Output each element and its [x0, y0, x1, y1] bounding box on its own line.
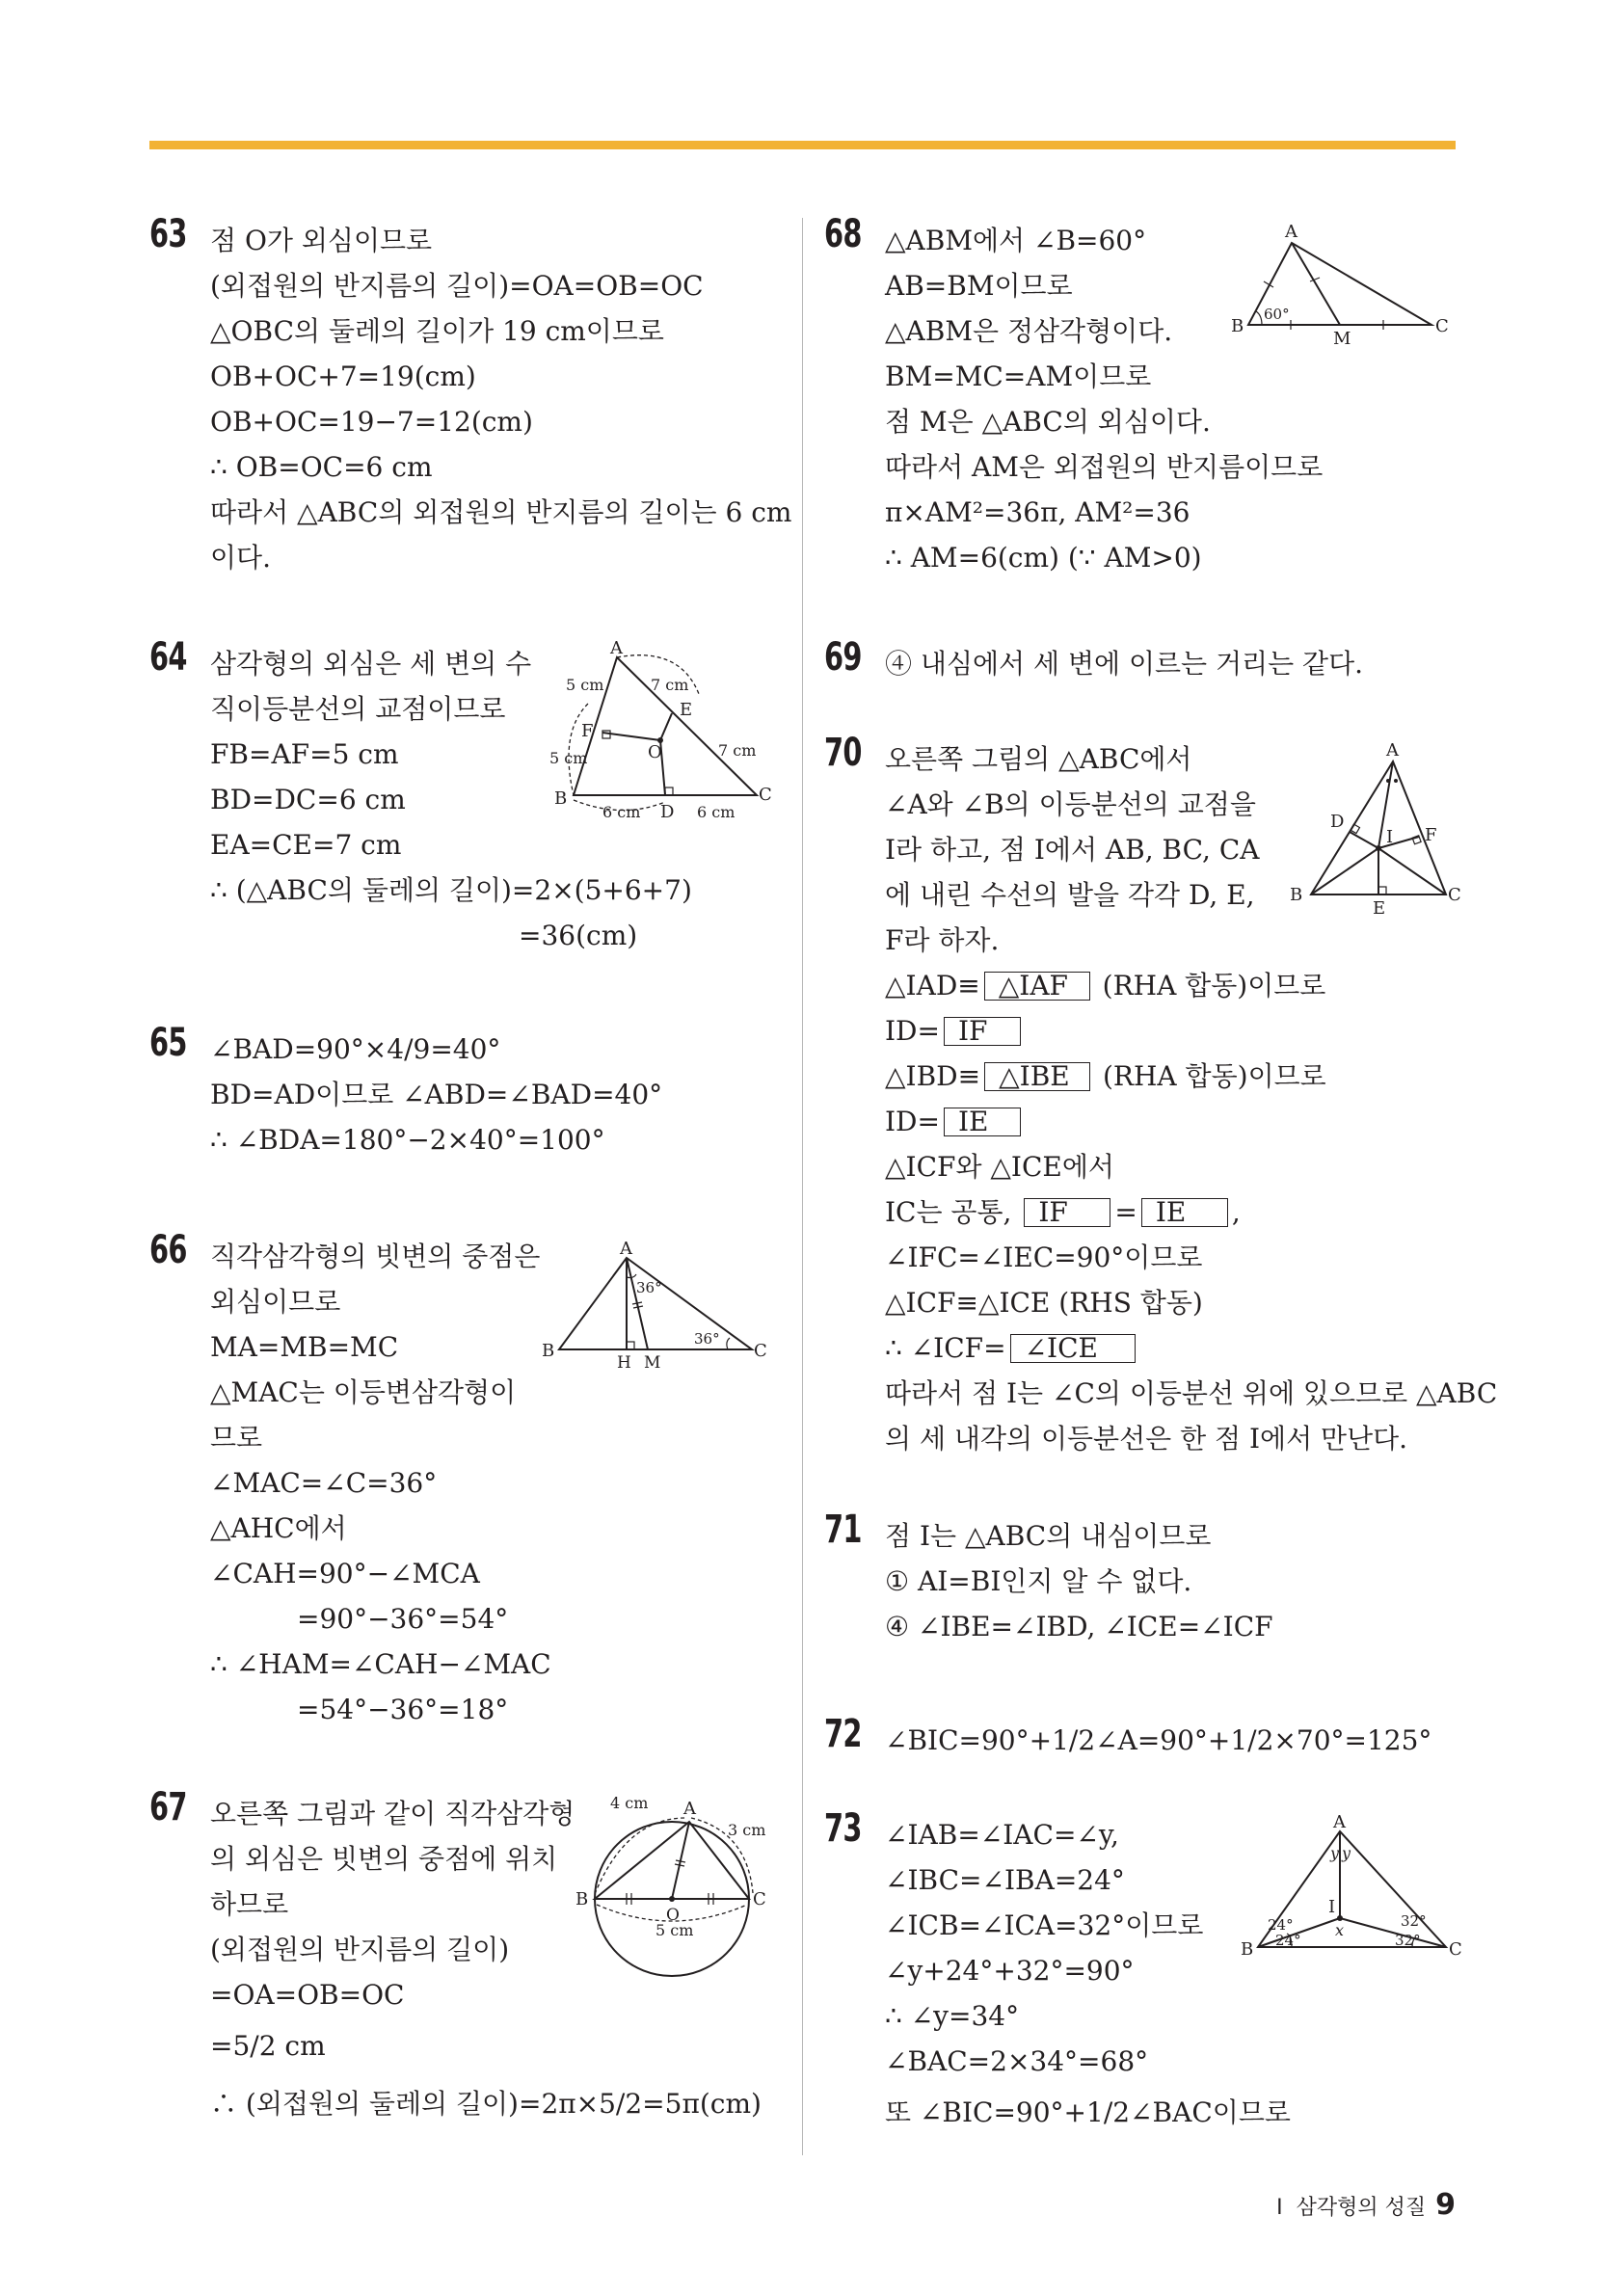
text-line: △ABM은 정삼각형이다.: [885, 315, 1173, 347]
label-angle: 36°: [636, 1279, 662, 1296]
label-length: 5 cm: [549, 749, 588, 767]
text-line: MA=MB=MC: [210, 1331, 399, 1363]
text-line: 따라서 AM은 외접원의 반지름이므로: [885, 451, 1324, 483]
figure-73: [1239, 1812, 1460, 1966]
figure-67: [574, 1793, 786, 1976]
answer-box: △IBE: [984, 1062, 1090, 1091]
answer-box: IF: [944, 1017, 1021, 1046]
text-line: OB+OC=19−7=12(cm): [210, 406, 533, 438]
label-i: I: [1386, 827, 1394, 847]
label-length: 6 cm: [697, 803, 736, 821]
label-c: C: [1448, 885, 1461, 905]
text-line: 따라서 △ABC의 외접원의 반지름의 길이는 6 cm: [210, 496, 792, 528]
label-b: B: [1231, 316, 1244, 336]
text-line: I라 하고, 점 I에서 AB, BC, CA: [885, 834, 1260, 866]
text-line: ④ ∠IBE=∠IBD, ∠ICE=∠ICF: [885, 1611, 1273, 1642]
problem-number: 73: [824, 1806, 862, 1851]
text-part: △IAD≡: [885, 970, 980, 1001]
text-line: [885, 1099, 1497, 1144]
text-line: △ICF≡△ICE (RHS 합동): [885, 1287, 1203, 1319]
text-line: =36(cm): [519, 920, 638, 951]
text-line: 또 ∠BIC=90°+1/2∠BAC이므로: [885, 2096, 1291, 2128]
text-line: △ICF와 △ICE에서: [885, 1151, 1114, 1183]
text-line: ∠BAC=2×34°=68°: [885, 2045, 1149, 2077]
text-line: =90°−36°=54°: [297, 1603, 509, 1635]
text-line: △OBC의 둘레의 길이가 19 cm이므로: [210, 315, 664, 347]
text-line: (외접원의 반지름의 길이): [210, 1934, 510, 1965]
label-length: 5 cm: [566, 676, 604, 694]
text-line: ∠IFC=∠IEC=90°이므로: [885, 1241, 1203, 1273]
answer-box: ∠ICE: [1010, 1334, 1136, 1363]
label-d: D: [660, 802, 675, 822]
label-y: y: [1330, 1844, 1340, 1862]
text-line: △ABM에서 ∠B=60°: [885, 225, 1147, 256]
text-part: ID=: [885, 1015, 940, 1047]
text-part: (RHA 합동)이므로: [1103, 1060, 1326, 1092]
text-line: 오른쪽 그림과 같이 직각삼각형: [210, 1798, 575, 1829]
label-a: A: [1386, 740, 1399, 761]
answer-box: IE: [944, 1108, 1021, 1136]
label-a: A: [620, 1239, 632, 1259]
label-angle: 32°: [1395, 1932, 1421, 1949]
label-length: 7 cm: [718, 741, 757, 760]
text-part: △IBD≡: [885, 1060, 981, 1092]
label-i: I: [1328, 1897, 1336, 1917]
text-line: ∠IAB=∠IAC=∠y,: [885, 1819, 1119, 1851]
problem-number: 64: [149, 635, 187, 680]
text-line: 직각삼각형의 빗변의 중점은: [210, 1241, 541, 1272]
text-line: BD=DC=6 cm: [210, 784, 406, 815]
label-e: E: [680, 700, 693, 720]
text-line: FB=AF=5 cm: [210, 738, 399, 770]
label-m: M: [644, 1353, 661, 1373]
text-line: ∴ AM=6(cm) (∵ AM>0): [885, 542, 1202, 574]
text-part: IC는 공통,: [885, 1196, 1012, 1228]
problem-number: 68: [824, 212, 862, 256]
problem-number: 71: [824, 1508, 862, 1552]
figure-64: [545, 636, 776, 829]
label-a: A: [1333, 1812, 1346, 1832]
text-line: [885, 1054, 1497, 1099]
text-line: ∴ (외접원의 둘레의 길이)=2π×5/2=5π(cm): [210, 2088, 762, 2120]
text-line: ∴ (△ABC의 둘레의 길이)=2×(5+6+7): [210, 874, 692, 906]
label-d: D: [1330, 812, 1345, 832]
label-angle: 32°: [1401, 1912, 1427, 1930]
text-part: ID=: [885, 1106, 940, 1137]
text-line: △AHC에서: [210, 1512, 347, 1544]
text-line: ∠MAC=∠C=36°: [210, 1467, 438, 1499]
label-c: C: [759, 785, 772, 805]
problem-number: 65: [149, 1021, 187, 1065]
problem-number: 67: [149, 1785, 187, 1829]
label-c: C: [753, 1889, 766, 1909]
problem-number: 69: [824, 635, 862, 680]
text-line: ∠A와 ∠B의 이등분선의 교점을: [885, 788, 1256, 820]
label-b: B: [575, 1889, 589, 1909]
label-length: 3 cm: [728, 1821, 766, 1839]
label-e: E: [1373, 898, 1386, 919]
figure-66: [540, 1239, 771, 1373]
text-line: ∠IBC=∠IBA=24°: [885, 1864, 1125, 1896]
label-m: M: [1333, 329, 1351, 349]
text-line: OB+OC+7=19(cm): [210, 360, 476, 392]
page-footer: [1276, 2188, 1456, 2222]
text-part: =: [1114, 1196, 1137, 1228]
text-line: =OA=OB=OC: [210, 1979, 405, 2011]
problem-number: 70: [824, 731, 862, 775]
label-angle: 24°: [1268, 1916, 1294, 1934]
answer-box: IE: [1141, 1198, 1228, 1227]
figure-70: [1282, 740, 1461, 919]
label-o: O: [666, 1906, 680, 1925]
text-line: [885, 1325, 1497, 1371]
text-line: 점 M은 △ABC의 외심이다.: [885, 406, 1211, 438]
text-line: π×AM²=36π, AM²=36: [885, 496, 1190, 528]
page-number: 9: [1435, 2188, 1456, 2222]
text-line: ① AI=BI인지 알 수 없다.: [885, 1565, 1192, 1597]
label-f: F: [1425, 825, 1437, 845]
label-f: F: [581, 721, 594, 741]
text-line: 의 외심은 빗변의 중점에 위치: [210, 1843, 558, 1875]
text-line: 오른쪽 그림의 △ABC에서: [885, 743, 1192, 775]
answer-box: △IAF: [984, 972, 1090, 1001]
text-line: AB=BM이므로: [885, 270, 1073, 302]
label-a: A: [610, 638, 623, 658]
text-line: EA=CE=7 cm: [210, 829, 402, 861]
label-b: B: [1290, 885, 1303, 905]
text-line: ∴ OB=OC=6 cm: [210, 451, 433, 483]
text-part: ∴ ∠ICF=: [885, 1332, 1006, 1364]
column-divider: [802, 218, 803, 2155]
label-a: A: [683, 1799, 696, 1819]
label-angle: 36°: [694, 1330, 720, 1348]
label-c: C: [754, 1341, 767, 1361]
text-line: 점 I는 △ABC의 내심이므로: [885, 1520, 1212, 1552]
text-line: =54°−36°=18°: [297, 1694, 509, 1725]
label-x: x: [1335, 1921, 1345, 1939]
text-line: [885, 963, 1497, 1008]
text-line: =5/2 cm: [210, 2030, 326, 2062]
label-length: 5 cm: [655, 1921, 694, 1939]
text-line: [885, 1189, 1497, 1235]
label-length: 4 cm: [610, 1794, 649, 1812]
text-line: 에 내린 수선의 발을 각각 D, E,: [885, 879, 1255, 911]
text-line: 따라서 점 I는 ∠C의 이등분선 위에 있으므로 △ABC: [885, 1377, 1498, 1409]
text-line: 의 세 내각의 이등분선은 한 점 I에서 만난다.: [885, 1423, 1408, 1455]
label-y: y: [1342, 1844, 1351, 1862]
text-part: ,: [1231, 1196, 1241, 1228]
text-part: (RHA 합동)이므로: [1102, 970, 1326, 1001]
text-line: ∴ ∠y=34°: [885, 2000, 1020, 2032]
text-line: 이다.: [210, 542, 271, 574]
label-b: B: [1241, 1939, 1254, 1960]
label-angle: 24°: [1275, 1932, 1301, 1949]
label-length: 6 cm: [602, 803, 641, 821]
label-length: 7 cm: [651, 676, 689, 694]
problem-number: 72: [824, 1712, 862, 1756]
text-line: 므로: [210, 1422, 263, 1454]
problem-number: 66: [149, 1228, 187, 1272]
text-line: 직이등분선의 교점이므로: [210, 693, 506, 725]
text-line: F라 하자.: [885, 924, 1000, 956]
chapter-title: Ⅰ 삼각형의 성질: [1276, 2196, 1427, 2220]
text-line: ∠CAH=90°−∠MCA: [210, 1558, 480, 1589]
label-angle: 60°: [1264, 306, 1290, 323]
text-line: ∠ICB=∠ICA=32°이므로: [885, 1909, 1204, 1941]
text-line: 삼각형의 외심은 세 변의 수: [210, 648, 532, 680]
problem-number: 63: [149, 212, 187, 256]
text-line: (외접원의 반지름의 길이)=OA=OB=OC: [210, 270, 704, 302]
text-line: ∴ ∠BDA=180°−2×40°=100°: [210, 1124, 605, 1156]
label-b: B: [554, 788, 568, 809]
answer-box: IF: [1024, 1198, 1110, 1227]
label-h: H: [617, 1353, 631, 1373]
text-line: ∠BAD=90°×4/9=40°: [210, 1033, 501, 1065]
figure-68: [1229, 224, 1460, 349]
text-line: 외심이므로: [210, 1286, 341, 1318]
text-line: △MAC는 이등변삼각형이: [210, 1376, 517, 1408]
text-line: 점 O가 외심이므로: [210, 225, 433, 256]
label-o: O: [648, 742, 662, 762]
text-line: BD=AD이므로 ∠ABD=∠BAD=40°: [210, 1079, 663, 1110]
label-c: C: [1435, 316, 1449, 336]
text-line: ∠y+24°+32°=90°: [885, 1955, 1135, 1987]
label-c: C: [1449, 1939, 1462, 1960]
text-line: ∴ ∠HAM=∠CAH−∠MAC: [210, 1648, 551, 1680]
text-line: ④ 내심에서 세 변에 이르는 거리는 같다.: [885, 648, 1364, 680]
text-line: 하므로: [210, 1888, 289, 1920]
text-line: ∠BIC=90°+1/2∠A=90°+1/2×70°=125°: [885, 1724, 1432, 1756]
text-line: BM=MC=AM이므로: [885, 360, 1152, 392]
label-a: A: [1285, 222, 1297, 242]
text-line: [885, 1008, 1497, 1054]
top-accent-bar: [149, 141, 1456, 149]
label-b: B: [542, 1341, 555, 1361]
